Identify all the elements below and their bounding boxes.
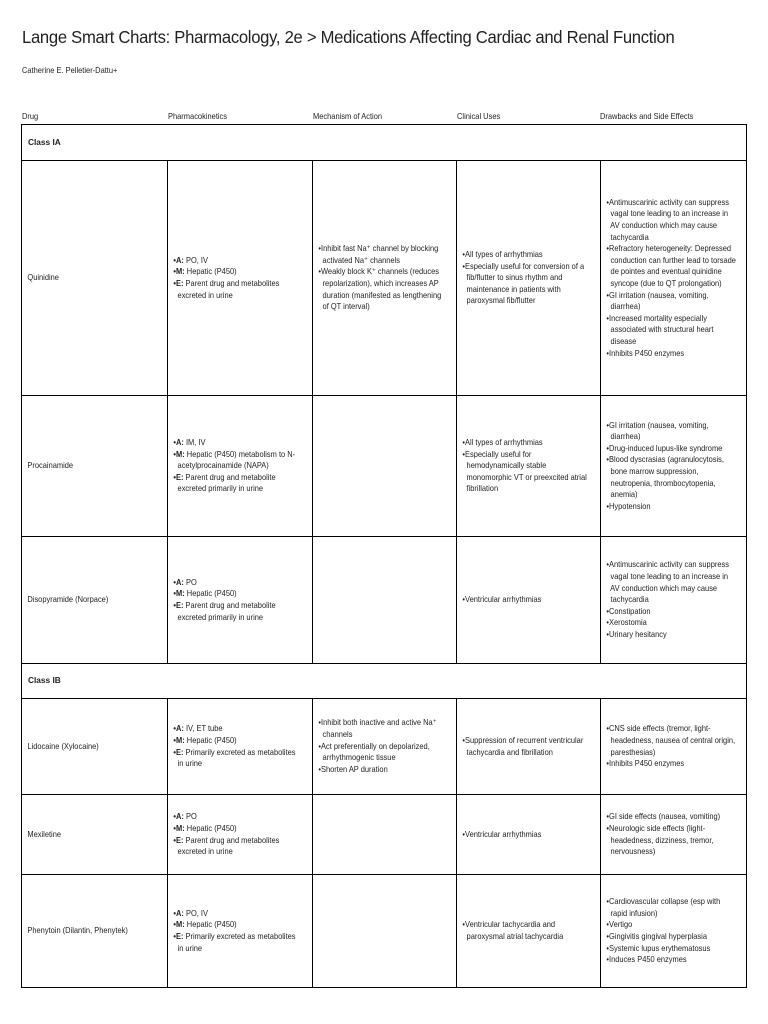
moa-cell — [313, 464, 465, 468]
cell-line: syncope (due to QT prolongation) — [606, 278, 722, 288]
moa-cell — [313, 715, 465, 777]
side-effects-cell — [601, 809, 755, 859]
pk-line — [173, 931, 316, 943]
cell-line: •Weakly block K⁺ channels (reduces — [318, 266, 439, 277]
page-title: Lange Smart Charts: Pharmacology, 2e > Medications Affecting Cardiac and Renal Function — [22, 27, 675, 47]
cell-line: •Xerostomia — [606, 617, 647, 628]
cell-line: activated Na⁺ channels — [318, 254, 400, 265]
cell-line: vagal tone leading to an increase in — [606, 208, 729, 219]
side-effects-cell — [601, 894, 755, 968]
cell-line: •All types of arrhythmias — [462, 248, 543, 259]
column-header-side-effects: Drawbacks and Side Effects — [600, 111, 694, 121]
cell-line: •Inhibits P450 enzymes — [606, 347, 685, 358]
cell-line: •Increased mortality especially — [606, 312, 707, 323]
pk-key: •M: — [173, 822, 185, 833]
pk-value: Primarily excreted as metabolites — [183, 931, 296, 941]
cell-line: hemodynamically stable — [462, 460, 547, 471]
cell-line: •Act preferentially on depolarized, — [318, 740, 430, 751]
table-row — [22, 875, 747, 988]
pk-line — [173, 600, 316, 612]
cell-line: •All types of arrhythmias — [462, 436, 543, 447]
moa-cell — [313, 833, 465, 837]
pk-value: Parent drug and metabolite — [183, 600, 276, 610]
cell-line: duration (manifested as lengthening — [318, 289, 442, 300]
cell-line: rapid infusion) — [606, 907, 658, 918]
cell-line: maintenance in patients with — [462, 283, 561, 294]
cell-line: •Antimuscarinic activity can suppress — [606, 196, 729, 207]
pk-key: •E: — [173, 471, 184, 482]
cell-line: of QT interval) — [318, 301, 370, 312]
pk-value: IV, ET tube — [183, 723, 223, 734]
cell-line: bone marrow suppression, — [606, 466, 699, 476]
cell-line: arrhythmogenic tissue — [318, 752, 396, 763]
cell-line: •Antimuscarinic activity can suppress — [606, 559, 729, 570]
pk-value: Parent drug and metabolites — [183, 834, 280, 845]
uses-cell — [457, 247, 609, 309]
pk-line — [173, 290, 316, 302]
cell-line: monomorphic VT or preexcited atrial — [462, 471, 587, 482]
pk-line — [173, 437, 316, 449]
pk-key: •A: — [173, 723, 184, 734]
cell-line: fibrillation — [462, 483, 499, 494]
pk-line — [173, 266, 316, 278]
cell-line: paroxysmal atrial tachycardia — [462, 931, 564, 941]
cell-line: nervousness) — [606, 846, 656, 857]
cell-line: •Hypotension — [606, 500, 651, 511]
table-row — [22, 396, 747, 537]
drug-table — [21, 124, 747, 988]
pk-value: Primarily excreted as metabolites — [183, 746, 296, 757]
pk-line — [173, 758, 316, 770]
cell-line: •Inhibit both inactive and active Na⁺ — [318, 717, 437, 728]
cell-line: •Induces P450 enzymes — [606, 954, 687, 965]
cell-line: •Systemic lupus erythematosus — [606, 942, 711, 953]
side-effects-cell — [601, 418, 755, 515]
pk-value: excreted in urine — [173, 289, 233, 300]
pk-value: Parent drug and metabolites — [183, 278, 280, 288]
cell-line: •Refractory heterogeneity: Depressed — [606, 243, 732, 254]
pk-line — [173, 588, 316, 600]
side-effects-cell — [601, 557, 755, 642]
pk-value: excreted in urine — [173, 846, 233, 857]
pk-key: •A: — [173, 907, 184, 918]
pk-key: •A: — [173, 811, 184, 822]
pk-line — [173, 483, 316, 495]
moa-cell — [313, 241, 465, 315]
author-line: Catherine E. Pelletier-Dattu+ — [22, 65, 118, 75]
column-header-mechanism: Mechanism of Action — [313, 111, 383, 121]
cell-line: conduction can further lead to torsade — [606, 254, 736, 265]
class-row-ib — [22, 664, 747, 699]
cell-line: •Ventricular arrhythmias — [462, 828, 542, 839]
uses-cell — [457, 733, 609, 760]
pk-value: excreted primarily in urine — [173, 611, 264, 622]
cell-line: diarrhea) — [606, 431, 641, 442]
cell-line: vagal tone leading to an increase in — [606, 570, 729, 581]
pk-line — [173, 747, 316, 759]
class-label: Class IA — [28, 136, 61, 147]
pk-value: Parent drug and metabolite — [183, 471, 276, 482]
cell-line: paroxysmal fib/flutter — [462, 295, 536, 306]
pk-cell — [168, 721, 321, 771]
pk-value: Hepatic (P450) — [184, 266, 237, 277]
pk-line — [173, 811, 316, 823]
drug-name: Disopyramide (Norpace) — [27, 594, 109, 605]
pk-key: •M: — [173, 266, 185, 277]
table-row — [22, 699, 747, 795]
pk-value: PO, IV — [183, 907, 208, 918]
pk-line — [173, 846, 316, 858]
cell-line: de pointes and eventual quinidine — [606, 266, 722, 277]
side-effects-cell — [601, 721, 755, 771]
cell-line: headedness, dizziness, tremor, — [606, 834, 714, 845]
drug-name: Lidocaine (Xylocaine) — [27, 740, 99, 751]
cell-line: repolarization), which increases AP — [318, 278, 439, 288]
drug-name: Procainamide — [27, 460, 74, 471]
cell-line: •Neurologic side effects (light- — [606, 822, 706, 833]
pk-line — [173, 823, 316, 835]
cell-line: •Vertigo — [606, 919, 633, 930]
pk-value: Hepatic (P450) metabolism to N- — [184, 448, 296, 459]
pk-key: •A: — [173, 254, 184, 265]
pk-value: Hepatic (P450) — [184, 588, 237, 599]
drug-name: Phenytoin (Dilantin, Phenytek) — [27, 925, 128, 936]
cell-line: •Constipation — [606, 605, 651, 616]
pk-value: in urine — [173, 758, 203, 769]
column-header-drug: Drug — [22, 111, 39, 121]
class-row-ia — [22, 125, 747, 161]
cell-line: tachycardia — [606, 231, 649, 242]
pk-line — [173, 943, 316, 955]
pk-key: •E: — [173, 600, 184, 610]
cell-line: •Especially useful for conversion of a — [462, 260, 585, 271]
pk-line — [173, 449, 316, 461]
pk-cell — [168, 253, 321, 303]
cell-line: •Urinary hesitancy — [606, 629, 667, 640]
cell-line: diarrhea) — [606, 301, 641, 312]
pk-value: excreted primarily in urine — [173, 483, 264, 494]
cell-line: paresthesias) — [606, 746, 656, 757]
pk-line — [173, 919, 316, 931]
cell-line: •CNS side effects (tremor, light- — [606, 723, 711, 734]
pk-line — [173, 472, 316, 484]
cell-line: •Drug-induced lupus-like syndrome — [606, 442, 723, 453]
cell-line: •GI side effects (nausea, vomiting) — [606, 811, 721, 822]
cell-line: •Shorten AP duration — [318, 763, 388, 774]
cell-line: tachycardia and fibrillation — [462, 746, 553, 757]
cell-line: •Ventricular arrhythmias — [462, 594, 542, 605]
pk-line — [173, 278, 316, 290]
cell-line: •Gingivitis gingival hyperplasia — [606, 931, 707, 941]
cell-line: •Inhibit fast Na⁺ channel by blocking — [318, 243, 439, 254]
pk-key: •E: — [173, 931, 184, 941]
pk-cell — [168, 575, 321, 625]
cell-line: AV conduction which may cause — [606, 582, 718, 593]
pk-key: •E: — [173, 834, 184, 845]
pk-key: •E: — [173, 278, 184, 288]
cell-line: •GI irritation (nausea, vomiting, — [606, 289, 709, 300]
pk-key: •M: — [173, 734, 185, 745]
pk-value: PO, IV — [183, 254, 208, 265]
pk-line — [173, 908, 316, 920]
pk-cell — [168, 906, 321, 956]
cell-line: anemia) — [606, 489, 638, 500]
moa-cell — [313, 929, 465, 933]
column-header-clinical-uses: Clinical Uses — [457, 111, 501, 121]
cell-line: channels — [318, 729, 353, 740]
cell-line: headedness, nausea of central origin, — [606, 734, 736, 745]
cell-line: •Ventricular tachycardia and — [462, 919, 556, 930]
pk-value: Hepatic (P450) — [184, 734, 237, 745]
pk-value: Hepatic (P450) — [184, 822, 237, 833]
drug-name: Mexiletine — [27, 828, 62, 839]
pk-key: •M: — [173, 448, 185, 459]
uses-cell — [457, 827, 609, 843]
pk-line — [173, 577, 316, 589]
uses-cell — [457, 592, 609, 608]
drug-name: Quinidine — [27, 272, 59, 283]
pk-line — [173, 735, 316, 747]
pk-value: Hepatic (P450) — [184, 919, 237, 930]
pk-line — [173, 723, 316, 735]
uses-cell — [457, 435, 609, 497]
pk-line — [173, 255, 316, 267]
moa-cell — [313, 598, 465, 602]
cell-line: tachycardia — [606, 594, 649, 605]
cell-line: •Inhibits P450 enzymes — [606, 758, 685, 769]
cell-line: associated with structural heart — [606, 324, 714, 335]
pk-line — [173, 835, 316, 847]
cell-line: neutropenia, thrombocytopenia, — [606, 477, 716, 488]
pk-key: •E: — [173, 746, 184, 757]
cell-line: disease — [606, 336, 637, 347]
column-header-pharmacokinetics: Pharmacokinetics — [168, 111, 228, 121]
pk-line — [173, 460, 316, 472]
pk-key: •A: — [173, 576, 184, 587]
cell-line: •Suppression of recurrent ventricular — [462, 734, 584, 745]
pk-cell — [168, 809, 321, 859]
class-label: Class IB — [28, 675, 61, 686]
pk-value: PO — [183, 576, 197, 587]
pk-key: •M: — [173, 919, 185, 930]
table-row — [22, 161, 747, 396]
pk-cell — [168, 435, 321, 497]
cell-line: fib/flutter to sinus rhythm and — [462, 272, 563, 283]
pk-key: •A: — [173, 436, 184, 447]
pk-value: IM, IV — [183, 436, 206, 447]
cell-line: •GI irritation (nausea, vomiting, — [606, 419, 709, 430]
cell-line: •Especially useful for — [462, 448, 532, 459]
table-row — [22, 795, 747, 875]
pk-value: acetylprocainamide (NAPA) — [173, 460, 269, 471]
cell-line: AV conduction which may cause — [606, 219, 718, 230]
pk-value: in urine — [173, 942, 203, 953]
pk-line — [173, 612, 316, 624]
cell-line: •Cardiovascular collapse (esp with — [606, 896, 721, 907]
cell-line: •Blood dyscrasias (agranulocytosis, — [606, 454, 724, 465]
uses-cell — [457, 917, 609, 944]
table-row — [22, 537, 747, 664]
pk-value: PO — [183, 811, 197, 822]
side-effects-cell — [601, 195, 755, 362]
pk-key: •M: — [173, 588, 185, 599]
